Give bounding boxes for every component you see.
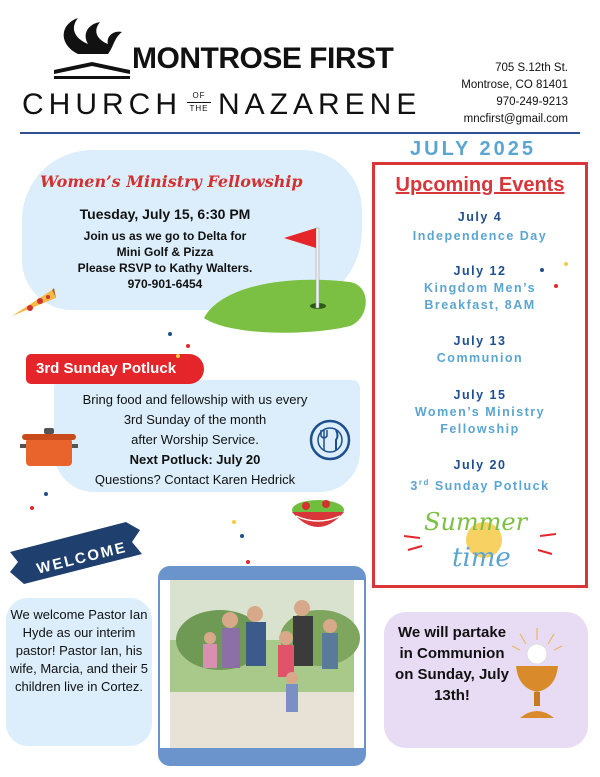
church-name-nazarene: NAZARENE xyxy=(218,88,422,121)
email[interactable]: mncfirst@gmail.com xyxy=(463,113,568,125)
summer-time-graphic xyxy=(400,496,560,580)
potluck-line1: Bring food and fellowship with us every xyxy=(82,392,308,407)
star-decoration xyxy=(176,354,180,358)
potluck-details xyxy=(60,390,330,490)
event-name xyxy=(372,474,588,495)
church-logo-icon xyxy=(48,14,136,86)
event-date: July 13 xyxy=(453,334,507,348)
phone[interactable]: 970-249-9213 xyxy=(496,96,568,108)
of-the-divider xyxy=(187,102,211,103)
star-decoration xyxy=(186,344,190,348)
pastor-family-photo xyxy=(160,580,364,748)
star-decoration xyxy=(30,506,34,510)
wm-line2: Mini Golf & Pizza xyxy=(116,245,214,259)
womens-ministry-date: Tuesday, July 15, 6:30 PM xyxy=(79,206,251,222)
city: Montrose, CO 81401 xyxy=(461,79,568,91)
of-text: OF xyxy=(192,91,206,100)
upcoming-events-title: Upcoming Events xyxy=(395,174,565,196)
star-decoration xyxy=(44,492,48,496)
welcome-banner-text: WELCOME xyxy=(35,538,129,578)
the-text: THE xyxy=(189,104,209,113)
contact-info xyxy=(461,60,568,128)
star-decoration xyxy=(168,332,172,336)
potluck-contact: Questions? Contact Karen Hedrick xyxy=(94,472,296,487)
plate-utensils-icon xyxy=(308,418,352,462)
welcome-text: We welcome Pastor Ian Hyde as our interim pastor! Pastor Ian, his wife, Marcia, and their 5 children live in Cortez. xyxy=(10,607,149,694)
summer-word: Summer xyxy=(424,508,528,536)
star-decoration xyxy=(540,268,544,272)
star-decoration xyxy=(246,560,250,564)
potluck-line2: 3rd Sunday of the month xyxy=(123,412,267,427)
event-name: Independence Day xyxy=(412,229,548,243)
event-name: Women’s Ministry Fellowship xyxy=(414,405,546,436)
welcome-ribbon xyxy=(6,512,146,592)
star-decoration xyxy=(232,520,236,524)
church-name-line1: MONTROSE FIRST xyxy=(132,42,394,75)
event-date: July 12 xyxy=(453,264,507,278)
communion-text: We will partake in Communion on Sunday, July 13th! xyxy=(395,624,509,704)
event-name-rest: Sunday Potluck xyxy=(429,479,550,494)
event-name: Kingdom Men’s Breakfast, 8AM xyxy=(423,281,537,312)
potluck-next-date: Next Potluck: July 20 xyxy=(129,452,261,467)
event-ordinal-suffix: rd xyxy=(418,478,430,487)
time-word: time xyxy=(452,543,511,573)
header-divider xyxy=(20,132,580,134)
church-name-church: CHURCH xyxy=(22,88,182,121)
chalice-icon xyxy=(506,626,568,726)
event-name: Communion xyxy=(436,351,524,365)
potluck-line3: after Worship Service. xyxy=(131,432,259,447)
pizza-icon xyxy=(8,282,58,322)
event-date: July 15 xyxy=(453,388,507,402)
address: 705 S.12th St. xyxy=(495,62,568,74)
womens-ministry-title: Women’s Ministry Fellowship xyxy=(40,172,303,191)
newsletter-month: JULY 2025 xyxy=(410,138,536,160)
church-name-of-the xyxy=(187,91,211,114)
event-date: July 20 xyxy=(453,458,507,472)
event-date: July 4 xyxy=(457,210,503,224)
star-decoration xyxy=(240,534,244,538)
star-decoration xyxy=(554,284,558,288)
cooking-pot-icon xyxy=(20,422,78,472)
wm-line4: 970-901-6454 xyxy=(127,277,203,291)
potluck-title: 3rd Sunday Potluck xyxy=(36,360,177,377)
wm-line3: Please RSVP to Kathy Walters. xyxy=(77,261,253,275)
event-ordinal-number: 3 xyxy=(410,479,419,494)
star-decoration xyxy=(564,262,568,266)
salad-bowl-icon xyxy=(288,492,348,536)
golf-flag-icon xyxy=(200,218,370,338)
wm-line1: Join us as we go to Delta for xyxy=(83,229,247,243)
